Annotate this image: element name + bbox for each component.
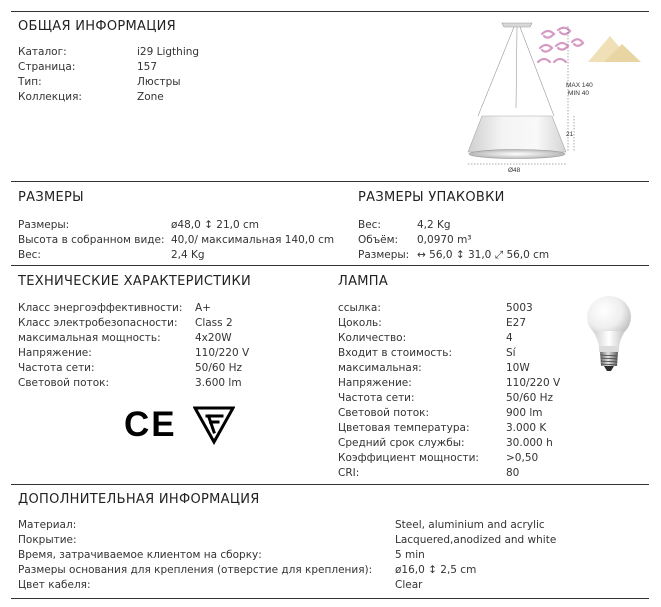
info-row bbox=[18, 316, 249, 331]
info-row bbox=[338, 346, 560, 361]
lamp-list bbox=[338, 301, 560, 481]
packaging-list bbox=[358, 218, 549, 263]
info-key: ссылка: bbox=[338, 302, 381, 314]
info-key: Каталог: bbox=[18, 46, 67, 58]
info-key: Напряжение: bbox=[18, 347, 92, 359]
info-row bbox=[18, 346, 249, 361]
shade-height-label: 21 bbox=[566, 131, 574, 138]
info-key: Количество: bbox=[338, 332, 407, 344]
info-key: Входит в стоимость: bbox=[338, 347, 453, 359]
info-row bbox=[338, 316, 560, 331]
additional-info-title: ДОПОЛНИТЕЛЬНАЯ ИНФОРМАЦИЯ bbox=[18, 492, 260, 507]
info-value: 110/220 V bbox=[195, 347, 250, 359]
info-value: E27 bbox=[506, 317, 526, 329]
tech-specs-title: ТЕХНИЧЕСКИЕ ХАРАКТЕРИСТИКИ bbox=[18, 274, 252, 289]
info-row bbox=[338, 466, 560, 481]
info-key: Коэффициент мощности: bbox=[338, 452, 479, 464]
info-key: Световой поток: bbox=[338, 407, 430, 419]
ce-mark-icon: CE bbox=[124, 405, 177, 444]
tech-specs-list bbox=[18, 301, 249, 391]
info-key: Цветовая температура: bbox=[338, 422, 470, 434]
info-value: Class 2 bbox=[195, 317, 233, 329]
info-key: Частота сети: bbox=[338, 392, 415, 404]
additional-info-list bbox=[18, 518, 556, 593]
info-row bbox=[338, 331, 560, 346]
info-row bbox=[18, 248, 334, 263]
info-key: Цвет кабеля: bbox=[18, 579, 91, 591]
sizes-title: РАЗМЕРЫ bbox=[18, 190, 84, 205]
info-value: 2,4 Kg bbox=[171, 249, 205, 261]
info-value: ø16,0 ↕ 2,5 cm bbox=[395, 564, 477, 576]
info-value: i29 Ligthing bbox=[137, 46, 200, 58]
info-value: Sí bbox=[506, 347, 516, 359]
min-height-label: MIN 40 bbox=[568, 90, 589, 97]
info-value: 50/60 Hz bbox=[506, 392, 554, 404]
light-bulb-image bbox=[584, 295, 634, 377]
info-row bbox=[338, 301, 560, 316]
info-value: 40,0/ максимальная 140,0 cm bbox=[171, 234, 335, 246]
info-key: Размеры: bbox=[18, 219, 70, 231]
info-key: Световой поток: bbox=[18, 377, 110, 389]
info-key: Класс энергоэффективности: bbox=[18, 302, 183, 314]
lamp-drawing bbox=[456, 18, 596, 178]
info-value: 157 bbox=[137, 61, 158, 73]
info-row bbox=[338, 361, 560, 376]
info-key: Коллекция: bbox=[18, 91, 82, 103]
info-key: Высота в собранном виде: bbox=[18, 234, 165, 246]
info-value: 10W bbox=[506, 362, 530, 374]
top-divider bbox=[11, 11, 649, 12]
info-value: Люстры bbox=[137, 76, 181, 88]
info-key: Время, затрачиваемое клиентом на сборку: bbox=[18, 549, 262, 561]
info-row bbox=[18, 376, 249, 391]
info-row bbox=[18, 90, 199, 105]
divider bbox=[11, 265, 649, 266]
info-key: Напряжение: bbox=[338, 377, 412, 389]
info-key: Покрытие: bbox=[18, 534, 77, 546]
info-value: >0,50 bbox=[506, 452, 539, 464]
info-row bbox=[18, 548, 556, 563]
info-row bbox=[18, 563, 556, 578]
info-row bbox=[18, 578, 556, 593]
info-key: CRI: bbox=[338, 467, 360, 479]
info-value: 4x20W bbox=[195, 332, 232, 344]
info-value: 4,2 Kg bbox=[417, 219, 451, 231]
info-value: Lacquered,anodized and white bbox=[395, 534, 557, 546]
info-row bbox=[18, 533, 556, 548]
info-value: 80 bbox=[506, 467, 520, 479]
max-height-label: MAX 140 bbox=[566, 82, 593, 89]
packaging-title: РАЗМЕРЫ УПАКОВКИ bbox=[358, 190, 505, 205]
general-info-list bbox=[18, 45, 199, 105]
info-key: Материал: bbox=[18, 519, 77, 531]
info-value: Zone bbox=[137, 91, 164, 103]
info-key: Страница: bbox=[18, 61, 76, 73]
info-value: 5003 bbox=[506, 302, 533, 314]
info-row bbox=[18, 218, 334, 233]
info-row bbox=[338, 376, 560, 391]
info-key: Размеры основания для крепления (отверстие для крепления): bbox=[18, 564, 373, 576]
info-value: ↔ 56,0 ↕ 31,0 ⤢ 56,0 cm bbox=[417, 249, 550, 261]
general-info-title: ОБЩАЯ ИНФОРМАЦИЯ bbox=[18, 19, 176, 34]
info-row bbox=[358, 218, 549, 233]
info-row bbox=[18, 75, 199, 90]
diameter-label: Ø48 bbox=[508, 167, 521, 174]
info-row bbox=[18, 331, 249, 346]
info-key: максимальная: bbox=[338, 362, 422, 374]
info-value: 50/60 Hz bbox=[195, 362, 243, 374]
info-row bbox=[18, 233, 334, 248]
info-key: Вес: bbox=[358, 219, 381, 231]
lamp-title: ЛАМПА bbox=[338, 274, 389, 289]
info-value: Steel, aluminium and acrylic bbox=[395, 519, 545, 531]
info-key: Тип: bbox=[18, 76, 42, 88]
info-row bbox=[18, 45, 199, 60]
info-key: Вес: bbox=[18, 249, 41, 261]
bottom-divider bbox=[11, 598, 649, 599]
info-value: 30.000 h bbox=[506, 437, 553, 449]
info-value: 3.600 lm bbox=[195, 377, 242, 389]
info-row bbox=[18, 301, 249, 316]
divider bbox=[11, 181, 649, 182]
info-row bbox=[358, 233, 549, 248]
divider bbox=[11, 484, 649, 485]
info-key: Класс электробезопасности: bbox=[18, 317, 178, 329]
info-value: ø48,0 ↕ 21,0 cm bbox=[171, 219, 259, 231]
info-row bbox=[338, 436, 560, 451]
info-value: Clear bbox=[395, 579, 423, 591]
info-row bbox=[338, 391, 560, 406]
info-value: 4 bbox=[506, 332, 513, 344]
info-key: максимальная мощность: bbox=[18, 332, 161, 344]
info-row bbox=[18, 361, 249, 376]
info-row bbox=[358, 248, 549, 263]
info-row bbox=[338, 406, 560, 421]
info-value: 0,0970 m³ bbox=[417, 234, 472, 246]
info-row bbox=[18, 518, 556, 533]
info-key: Объём: bbox=[358, 234, 399, 246]
info-value: A+ bbox=[195, 302, 211, 314]
info-row bbox=[338, 421, 560, 436]
info-key: Частота сети: bbox=[18, 362, 95, 374]
info-key: Средний срок службы: bbox=[338, 437, 465, 449]
sizes-list bbox=[18, 218, 334, 263]
info-row bbox=[338, 451, 560, 466]
info-key: Цоколь: bbox=[338, 317, 382, 329]
info-key: Размеры: bbox=[358, 249, 410, 261]
info-row bbox=[18, 60, 199, 75]
info-value: 5 min bbox=[395, 549, 425, 561]
f-mark-icon bbox=[193, 405, 235, 445]
info-value: 110/220 V bbox=[506, 377, 561, 389]
info-value: 3.000 K bbox=[506, 422, 547, 434]
info-value: 900 lm bbox=[506, 407, 543, 419]
